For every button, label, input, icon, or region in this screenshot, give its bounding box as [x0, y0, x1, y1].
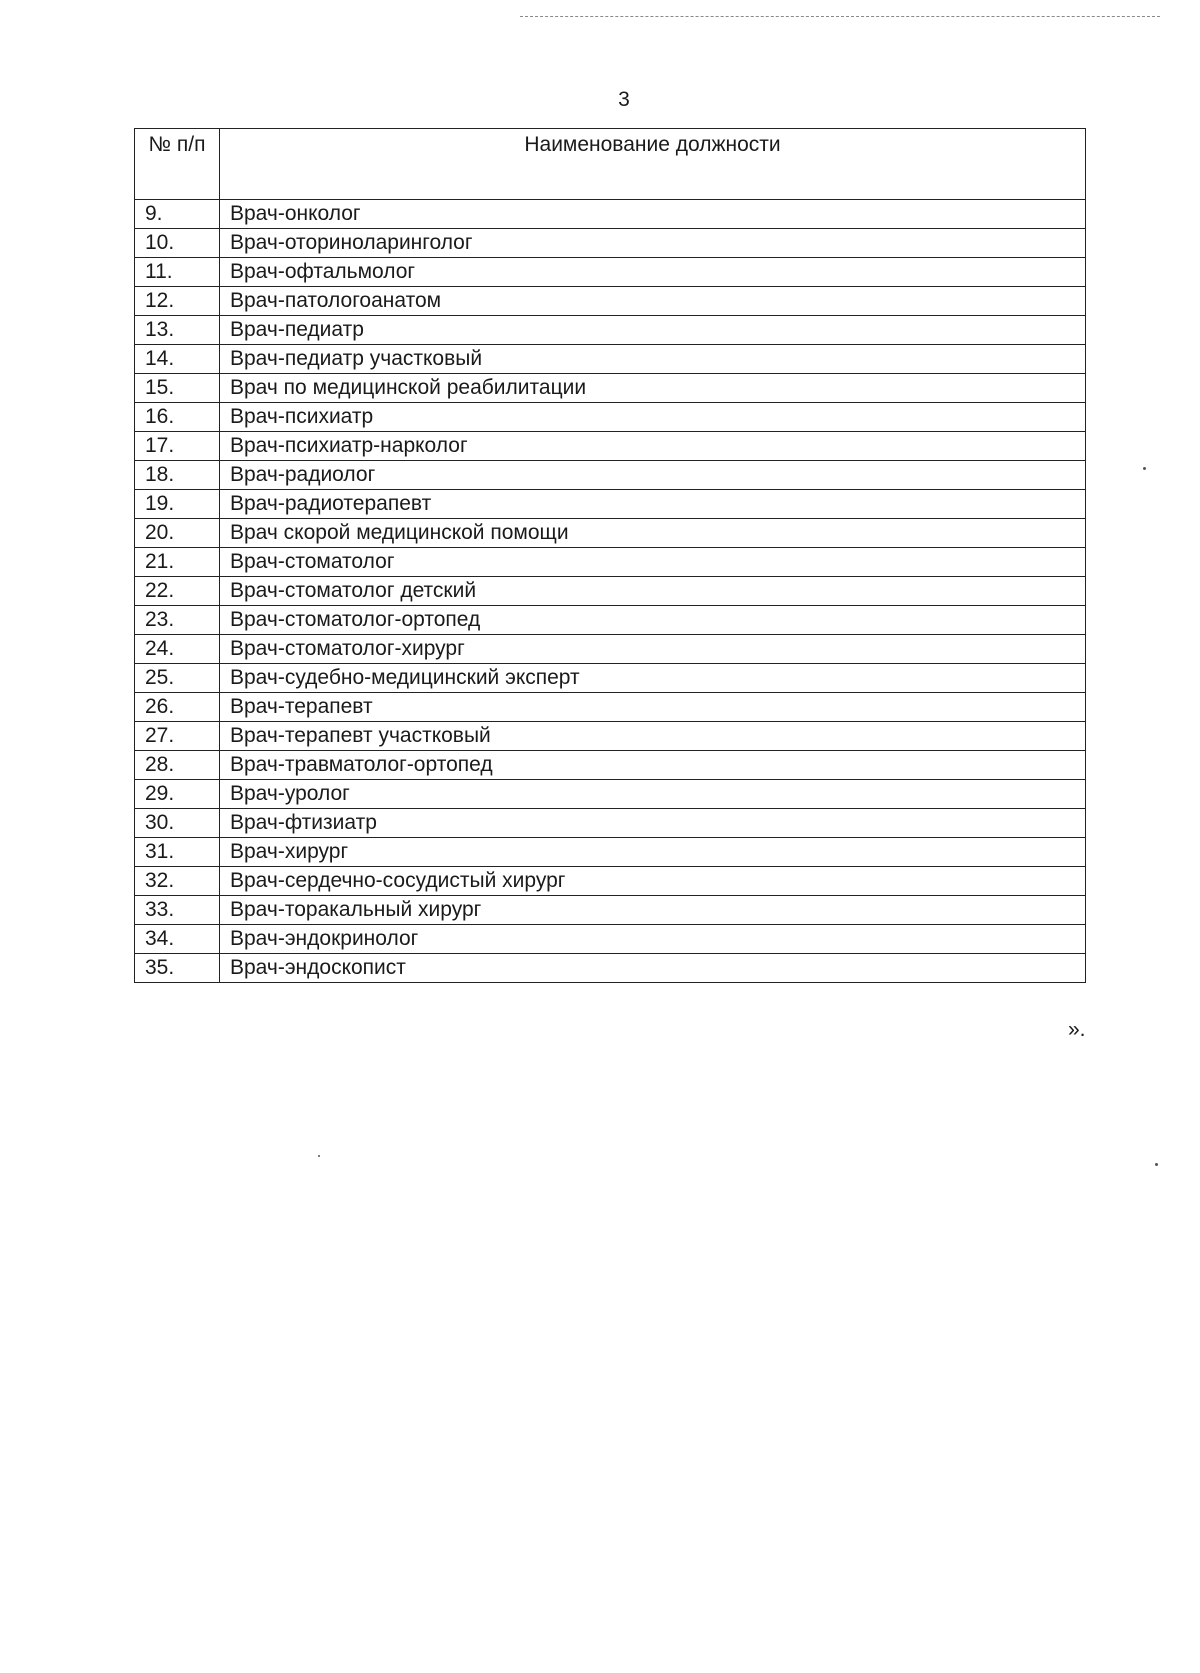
row-number: 13. — [135, 316, 220, 345]
table-row — [135, 722, 1086, 751]
row-number: 23. — [135, 606, 220, 635]
row-number: 15. — [135, 374, 220, 403]
scan-artifact-dot — [318, 1155, 320, 1157]
table-row — [135, 954, 1086, 983]
row-number: 30. — [135, 809, 220, 838]
header-name: Наименование должности — [220, 129, 1086, 200]
position-name: Врач-офтальмолог — [220, 258, 1086, 287]
row-number: 17. — [135, 432, 220, 461]
table-row — [135, 606, 1086, 635]
scan-artifact-dot — [1155, 1163, 1158, 1166]
position-name: Врач-сердечно-сосудистый хирург — [220, 867, 1086, 896]
position-name: Врач-стоматолог-хирург — [220, 635, 1086, 664]
row-number: 24. — [135, 635, 220, 664]
position-name: Врач скорой медицинской помощи — [220, 519, 1086, 548]
position-name: Врач-радиолог — [220, 461, 1086, 490]
page-number: 3 — [618, 88, 630, 111]
table-row — [135, 519, 1086, 548]
position-name: Врач-терапевт — [220, 693, 1086, 722]
row-number: 32. — [135, 867, 220, 896]
row-number: 18. — [135, 461, 220, 490]
position-name: Врач-радиотерапевт — [220, 490, 1086, 519]
row-number: 34. — [135, 925, 220, 954]
table-row — [135, 258, 1086, 287]
row-number: 11. — [135, 258, 220, 287]
table-row — [135, 403, 1086, 432]
row-number: 10. — [135, 229, 220, 258]
table-row — [135, 577, 1086, 606]
table-row — [135, 896, 1086, 925]
table-row — [135, 838, 1086, 867]
row-number: 22. — [135, 577, 220, 606]
position-name: Врач-торакальный хирург — [220, 896, 1086, 925]
table-row — [135, 809, 1086, 838]
table-row — [135, 548, 1086, 577]
position-name: Врач-психиатр-нарколог — [220, 432, 1086, 461]
row-number: 9. — [135, 200, 220, 229]
row-number: 19. — [135, 490, 220, 519]
position-name: Врач по медицинской реабилитации — [220, 374, 1086, 403]
row-number: 25. — [135, 664, 220, 693]
row-number: 20. — [135, 519, 220, 548]
position-name: Врач-эндоскопист — [220, 954, 1086, 983]
table-row — [135, 867, 1086, 896]
position-name: Врач-хирург — [220, 838, 1086, 867]
positions-table — [134, 128, 1086, 983]
table-header-row — [135, 129, 1086, 200]
closing-quote-mark: ». — [1068, 1018, 1086, 1041]
row-number: 26. — [135, 693, 220, 722]
table-row — [135, 693, 1086, 722]
table-row — [135, 316, 1086, 345]
scan-artifact-line — [520, 16, 1160, 17]
scan-artifact-dot — [1143, 467, 1146, 470]
table-row — [135, 780, 1086, 809]
row-number: 27. — [135, 722, 220, 751]
table-row — [135, 287, 1086, 316]
table-row — [135, 925, 1086, 954]
row-number: 14. — [135, 345, 220, 374]
position-name: Врач-уролог — [220, 780, 1086, 809]
position-name: Врач-онколог — [220, 200, 1086, 229]
table-row — [135, 461, 1086, 490]
table-row — [135, 751, 1086, 780]
position-name: Врач-педиатр участковый — [220, 345, 1086, 374]
table-row — [135, 374, 1086, 403]
position-name: Врач-терапевт участковый — [220, 722, 1086, 751]
table-row — [135, 664, 1086, 693]
table-row — [135, 432, 1086, 461]
row-number: 16. — [135, 403, 220, 432]
row-number: 35. — [135, 954, 220, 983]
table-row — [135, 635, 1086, 664]
row-number: 21. — [135, 548, 220, 577]
row-number: 28. — [135, 751, 220, 780]
position-name: Врач-оториноларинголог — [220, 229, 1086, 258]
row-number: 29. — [135, 780, 220, 809]
position-name: Врач-психиатр — [220, 403, 1086, 432]
position-name: Врач-педиатр — [220, 316, 1086, 345]
row-number: 12. — [135, 287, 220, 316]
row-number: 31. — [135, 838, 220, 867]
row-number: 33. — [135, 896, 220, 925]
position-name: Врач-стоматолог-ортопед — [220, 606, 1086, 635]
position-name: Врач-травматолог-ортопед — [220, 751, 1086, 780]
position-name: Врач-стоматолог детский — [220, 577, 1086, 606]
position-name: Врач-патологоанатом — [220, 287, 1086, 316]
position-name: Врач-фтизиатр — [220, 809, 1086, 838]
table-row — [135, 490, 1086, 519]
table-row — [135, 229, 1086, 258]
position-name: Врач-эндокринолог — [220, 925, 1086, 954]
header-number: № п/п — [135, 129, 220, 200]
position-name: Врач-стоматолог — [220, 548, 1086, 577]
position-name: Врач-судебно-медицинский эксперт — [220, 664, 1086, 693]
table-row — [135, 200, 1086, 229]
table-row — [135, 345, 1086, 374]
